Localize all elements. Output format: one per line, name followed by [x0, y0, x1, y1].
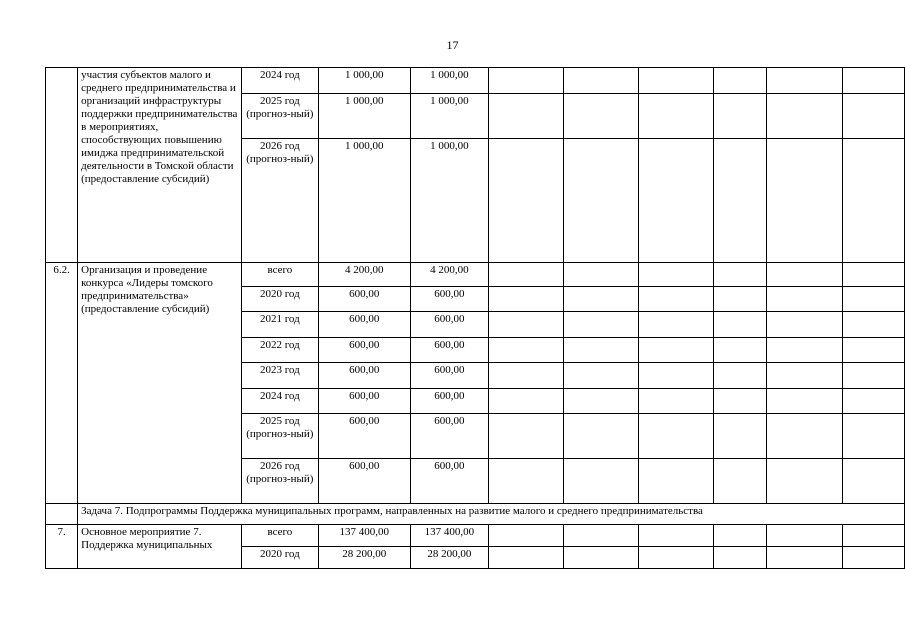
empty-cell	[639, 312, 714, 338]
empty-cell	[563, 68, 638, 94]
empty-cell	[563, 287, 638, 312]
empty-cell	[488, 547, 563, 569]
empty-cell	[563, 414, 638, 459]
empty-cell	[714, 68, 766, 94]
total-funding-cell: 600,00	[318, 414, 410, 459]
budget-funding-cell: 1 000,00	[410, 94, 488, 139]
empty-cell	[766, 94, 842, 139]
empty-cell	[714, 263, 766, 287]
empty-cell	[488, 312, 563, 338]
table-row	[46, 263, 905, 287]
empty-cell	[842, 525, 904, 547]
empty-cell	[639, 414, 714, 459]
empty-cell	[639, 263, 714, 287]
empty-cell	[563, 459, 638, 504]
empty-cell	[714, 139, 766, 263]
period-cell: 2024 год	[242, 389, 318, 414]
empty-cell	[842, 338, 904, 363]
empty-cell	[766, 389, 842, 414]
period-cell: 2023 год	[242, 363, 318, 389]
period-cell: 2022 год	[242, 338, 318, 363]
empty-cell	[639, 287, 714, 312]
empty-cell	[842, 363, 904, 389]
empty-cell	[714, 338, 766, 363]
budget-table	[45, 67, 905, 569]
empty-cell	[488, 389, 563, 414]
period-cell: 2025 год (прогноз-ный)	[242, 414, 318, 459]
period-cell: 2026 год (прогноз-ный)	[242, 459, 318, 504]
total-funding-cell: 137 400,00	[318, 525, 410, 547]
empty-cell	[639, 338, 714, 363]
total-funding-cell: 1 000,00	[318, 139, 410, 263]
page-number: 17	[446, 38, 459, 52]
total-funding-cell: 600,00	[318, 287, 410, 312]
empty-cell	[563, 94, 638, 139]
measure-name	[78, 68, 242, 263]
empty-cell	[639, 547, 714, 569]
empty-cell	[766, 547, 842, 569]
table-row	[46, 525, 905, 547]
empty-cell	[714, 363, 766, 389]
task-row	[46, 504, 905, 525]
budget-funding-cell: 600,00	[410, 389, 488, 414]
empty-cell	[488, 263, 563, 287]
budget-funding-cell: 4 200,00	[410, 263, 488, 287]
empty-cell	[488, 459, 563, 504]
empty-cell	[842, 263, 904, 287]
empty-cell	[563, 389, 638, 414]
empty-cell	[766, 363, 842, 389]
period-cell: 2024 год	[242, 68, 318, 94]
table-row	[46, 68, 905, 94]
empty-cell	[766, 525, 842, 547]
empty-cell	[639, 139, 714, 263]
empty-cell	[842, 389, 904, 414]
measure-name	[78, 525, 242, 569]
empty-cell	[488, 287, 563, 312]
empty-cell	[766, 139, 842, 263]
total-funding-cell: 600,00	[318, 312, 410, 338]
total-funding-cell: 600,00	[318, 338, 410, 363]
budget-funding-cell: 1 000,00	[410, 68, 488, 94]
empty-cell	[639, 363, 714, 389]
total-funding-cell: 4 200,00	[318, 263, 410, 287]
period-cell: 2026 год (прогноз-ный)	[242, 139, 318, 263]
empty-cell	[563, 139, 638, 263]
measure-name	[78, 263, 242, 504]
empty-cell	[766, 287, 842, 312]
empty-cell	[563, 363, 638, 389]
empty-cell	[488, 68, 563, 94]
empty-cell	[842, 287, 904, 312]
total-funding-cell: 1 000,00	[318, 94, 410, 139]
empty-cell	[766, 459, 842, 504]
empty-cell	[488, 363, 563, 389]
empty-cell	[766, 263, 842, 287]
empty-cell	[842, 312, 904, 338]
budget-funding-cell: 600,00	[410, 363, 488, 389]
period-cell: 2020 год	[242, 547, 318, 569]
measure-number: 7.	[46, 525, 78, 569]
period-cell: 2021 год	[242, 312, 318, 338]
budget-funding-cell: 600,00	[410, 338, 488, 363]
empty-cell	[714, 459, 766, 504]
empty-cell	[639, 525, 714, 547]
period-cell: всего	[242, 263, 318, 287]
empty-cell	[639, 94, 714, 139]
empty-cell	[563, 525, 638, 547]
measure-name-text: Основное мероприятие 7. Поддержка муниципальных	[81, 526, 213, 551]
measure-number	[46, 68, 78, 263]
empty-cell	[842, 414, 904, 459]
measure-number: 6.2.	[46, 263, 78, 504]
period-cell: 2020 год	[242, 287, 318, 312]
period-cell: 2025 год (прогноз-ный)	[242, 94, 318, 139]
empty-cell	[563, 263, 638, 287]
empty-cell	[842, 459, 904, 504]
empty-cell	[766, 312, 842, 338]
empty-cell	[563, 338, 638, 363]
budget-funding-cell: 600,00	[410, 414, 488, 459]
empty-cell	[842, 68, 904, 94]
empty-cell	[714, 312, 766, 338]
empty-cell	[488, 414, 563, 459]
total-funding-cell: 1 000,00	[318, 68, 410, 94]
empty-cell	[488, 525, 563, 547]
total-funding-cell: 600,00	[318, 459, 410, 504]
task-num-cell	[46, 504, 78, 525]
task-title: Задача 7. Подпрограммы Поддержка муниципальных программ, направленных на развитие малого и среднего предпринимательства	[78, 504, 905, 525]
empty-cell	[842, 94, 904, 139]
total-funding-cell: 600,00	[318, 363, 410, 389]
empty-cell	[766, 338, 842, 363]
empty-cell	[488, 338, 563, 363]
measure-name-text: Организация и проведение конкурса «Лидеры томского предпринимательства» (предоставление субсидий)	[81, 264, 213, 315]
budget-funding-cell: 600,00	[410, 312, 488, 338]
empty-cell	[842, 139, 904, 263]
empty-cell	[639, 68, 714, 94]
empty-cell	[766, 68, 842, 94]
empty-cell	[766, 414, 842, 459]
empty-cell	[714, 414, 766, 459]
empty-cell	[714, 287, 766, 312]
empty-cell	[714, 94, 766, 139]
budget-funding-cell: 1 000,00	[410, 139, 488, 263]
empty-cell	[714, 525, 766, 547]
measure-name-text: участия субъектов малого и среднего предпринимательства и организаций инфраструктуры поддержки предпринимательства в мероприятиях, способствующих повышению имиджа предпринимательской деятельности в Томской области (предоставление субсидий)	[81, 69, 238, 185]
empty-cell	[714, 389, 766, 414]
total-funding-cell: 600,00	[318, 389, 410, 414]
empty-cell	[563, 547, 638, 569]
budget-funding-cell: 600,00	[410, 287, 488, 312]
empty-cell	[714, 547, 766, 569]
empty-cell	[842, 547, 904, 569]
budget-funding-cell: 28 200,00	[410, 547, 488, 569]
empty-cell	[563, 312, 638, 338]
empty-cell	[488, 139, 563, 263]
budget-funding-cell: 600,00	[410, 459, 488, 504]
period-cell: всего	[242, 525, 318, 547]
empty-cell	[639, 459, 714, 504]
budget-funding-cell: 137 400,00	[410, 525, 488, 547]
total-funding-cell: 28 200,00	[318, 547, 410, 569]
empty-cell	[639, 389, 714, 414]
empty-cell	[488, 94, 563, 139]
